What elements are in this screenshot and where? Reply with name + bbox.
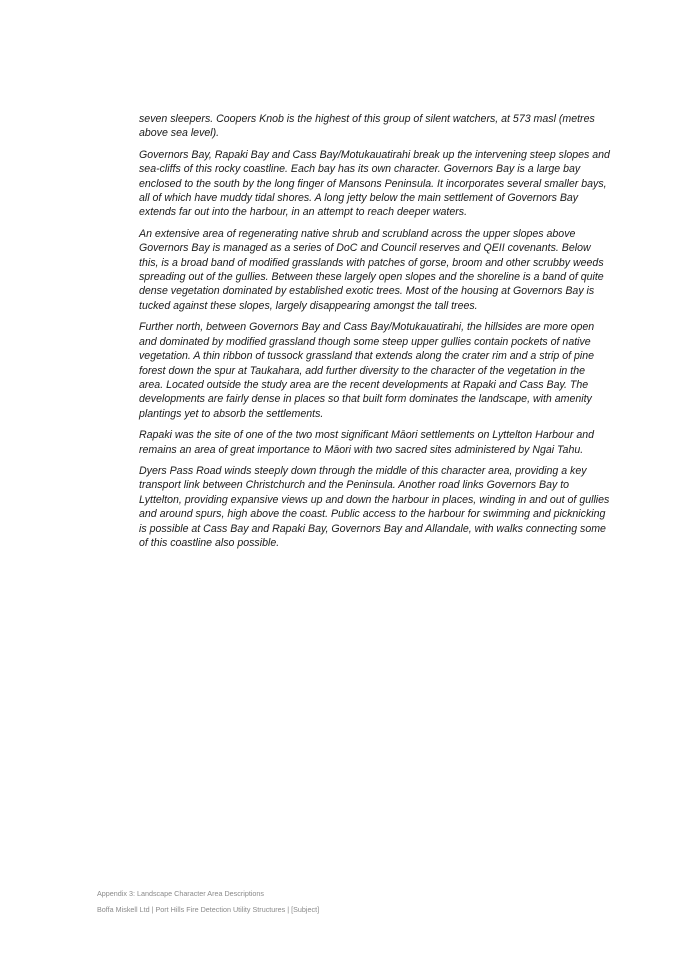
paragraph-4: Further north, between Governors Bay and Cass Bay/Motukauatirahi, the hillsides are more open and dominated by modified grassland though some steep upper gullies contain pockets of native vegetation. A thin ribbon of tussock grassland that extends along the crater rim and a strip of pine forest down the spur at Taukahara, add further diversity to the character of the vegetation in the area. Located outside the study area are the recent developments at Rapaki and Cass Bay. The developments are fairly dense in places so that built form dominates the landscape, with amenity plantings yet to absorb the settlements. (139, 321, 595, 420)
paragraph-1: seven sleepers. Coopers Knob is the highest of this group of silent watchers, at 573 masl (metres above sea level). (139, 113, 595, 140)
footer-company-line: Boffa Miskell Ltd | Port Hills Fire Detection Utility Structures | [Subject] (97, 905, 320, 914)
paragraph-6: Dyers Pass Road winds steeply down through the middle of this character area, providing a key transport link between Christchurch and the Peninsula. Another road links Governors Bay to Lyttelton, providing expansive views up and down the harbour in places, winding in and out of gullies and around spurs, high above the coast. Public access to the harbour for swimming and picknicking is possible at Cass Bay and Rapaki Bay, Governors Bay and Allandale, with walks connecting some of this coastline also possible. (139, 464, 610, 549)
body-text (139, 112, 611, 557)
paragraph-2: Governors Bay, Rapaki Bay and Cass Bay/Motukauatirahi break up the intervening steep slopes and sea-cliffs of this rocky coastline. Each bay has its own character. Governors Bay is a large bay enclosed to the south by the long finger of Mansons Peninsula. It incorporates several smaller bays, all of which have muddy tidal shores. A long jetty below the main settlement of Governors Bay extends far out into the harbour, in an attempt to reach deeper waters. (139, 148, 610, 219)
footer-appendix-title: Appendix 3: Landscape Character Area Descriptions (97, 889, 265, 898)
paragraph-3: An extensive area of regenerating native shrub and scrubland across the upper slopes above Governors Bay is managed as a series of DoC and Council reserves and QEII covenants. Below this, is a broad band of modified grasslands with patches of gorse, broom and other scrubby weeds spreading out of the gullies. Between these largely open slopes and the shoreline is a band of quite dense vegetation dominated by established exotic trees. Most of the housing at Governors Bay is tucked against these slopes, largely disappearing amongst the tall trees. (139, 227, 604, 312)
paragraph-5: Rapaki was the site of one of the two most significant Māori settlements on Lyttelton Harbour and remains an area of great importance to Māori with two sacred sites administered by Ngai Tahu. (139, 429, 594, 456)
